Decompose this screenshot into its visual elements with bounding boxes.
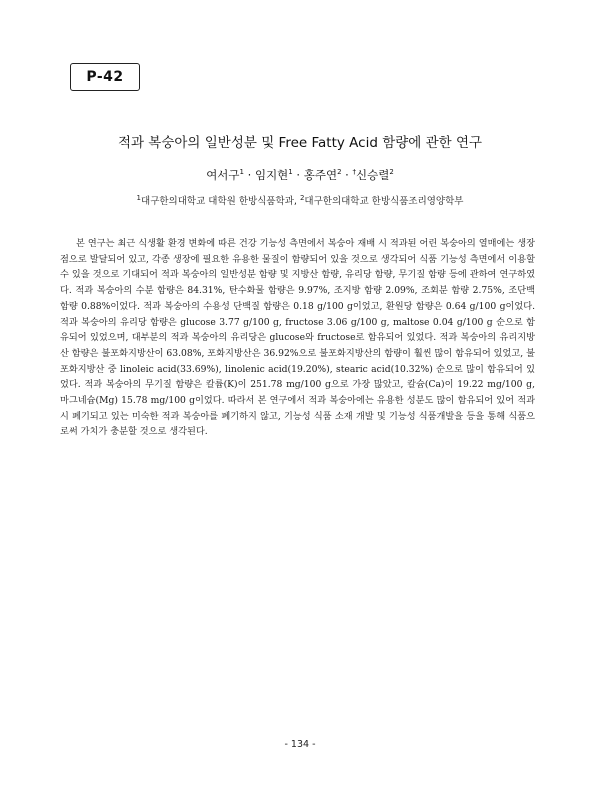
abstract-paragraph: 본 연구는 최근 식생활 환경 변화에 따른 건강 기능성 측면에서 복숭아 재배 시 적과된 어린 복숭아의 열매에는 생장점으로 발달되어 있고, 각종 생장에 필요한 유용한 물질이 함량되어 있을 것으로 생각되어 식품 기능성 측면에서 이용할 수 있을 것으로 기대되어 적과 복숭아의 일반성분 함량 및 지방산 함량, 유리당 함량, 무기질 함량 등에 관하여 연구하였다. 적과 복숭아의 수분 함량은 84.31%, 탄수화물 함량은 9.97%, 조지방 함량 2.09%, 조회분 함량 2.75%, 조단백 함량 0.88%이었다. 적과 복숭아의 수용성 단백질 함량은 0.18 g/100 g이었고, 환원당 함량은 0.64 g/100 g이었다. 적과 복숭아의 유리당 함량은 glucose 3.77 g/100 g, fructose 3.06 g/100 g, maltose 0.04 g/100 g 순으로 함유되어 있었으며, 대부분의 적과 복숭아의 유리당은 glucose와 fructose로 함유되어 있었다. 적과 복숭아의 유리지방산 함량은 불포화지방산이 63.08%, 포화지방산은 36.92%으로 불포화지방산의 함량이 훨씬 많이 함유되어 있었고, 불포화지방산 중 linoleic acid(33.69%), linolenic acid(19.20%), stearic acid(10.32%) 순으로 많이 함유되어 있었다. 적과 복숭아의 무기질 함량은 칼륨(K)이 251.78 mg/100 g으로 가장 많았고, 칼슘(Ca)이 19.22 mg/100 g, 마그네슘(Mg) 15.78 mg/100 g이었다. 따라서 본 연구에서 적과 복숭아에는 유용한 성분도 많이 함유되어 있어 적과 시 폐기되고 있는 미숙한 적과 복숭아를 폐기하지 않고, 기능성 식품 소재 개발 및 기능성 식품개발을 등을 통해 식품으로써 가치가 충분할 것으로 생각된다. xyxy=(60,238,535,438)
author-separator: · xyxy=(292,168,304,182)
affiliation-text: 대구한의대학교 한방식품조리영양학부 xyxy=(304,196,464,207)
author-name: 임지현 xyxy=(254,168,289,182)
poster-id-badge: P-42 xyxy=(70,63,140,91)
author-sup: 2 xyxy=(389,168,394,177)
author-sup: 1 xyxy=(288,168,293,177)
author-separator: · xyxy=(341,168,353,182)
affiliations xyxy=(0,193,600,207)
author-name: 홍주연 xyxy=(303,168,338,182)
author-name: 신승렬 xyxy=(356,168,390,182)
author-separator: · xyxy=(244,168,255,182)
author-name: 여서구 xyxy=(206,168,240,182)
author-sup: 2 xyxy=(337,168,342,177)
paper-title: 적과 복숭아의 일반성분 및 Free Fatty Acid 함량에 관한 연구 xyxy=(117,135,483,151)
page-number: - 134 - xyxy=(284,739,316,750)
corresponding-mark: † xyxy=(352,168,356,177)
affiliation-sup: 2 xyxy=(299,193,305,202)
author-sup: 1 xyxy=(239,168,244,177)
affiliation-sup: 1 xyxy=(136,193,142,202)
affiliation-text: 대구한의대학교 대학원 한방식품학과, xyxy=(141,196,297,207)
abstract-body xyxy=(60,236,535,440)
author-list xyxy=(0,167,600,183)
